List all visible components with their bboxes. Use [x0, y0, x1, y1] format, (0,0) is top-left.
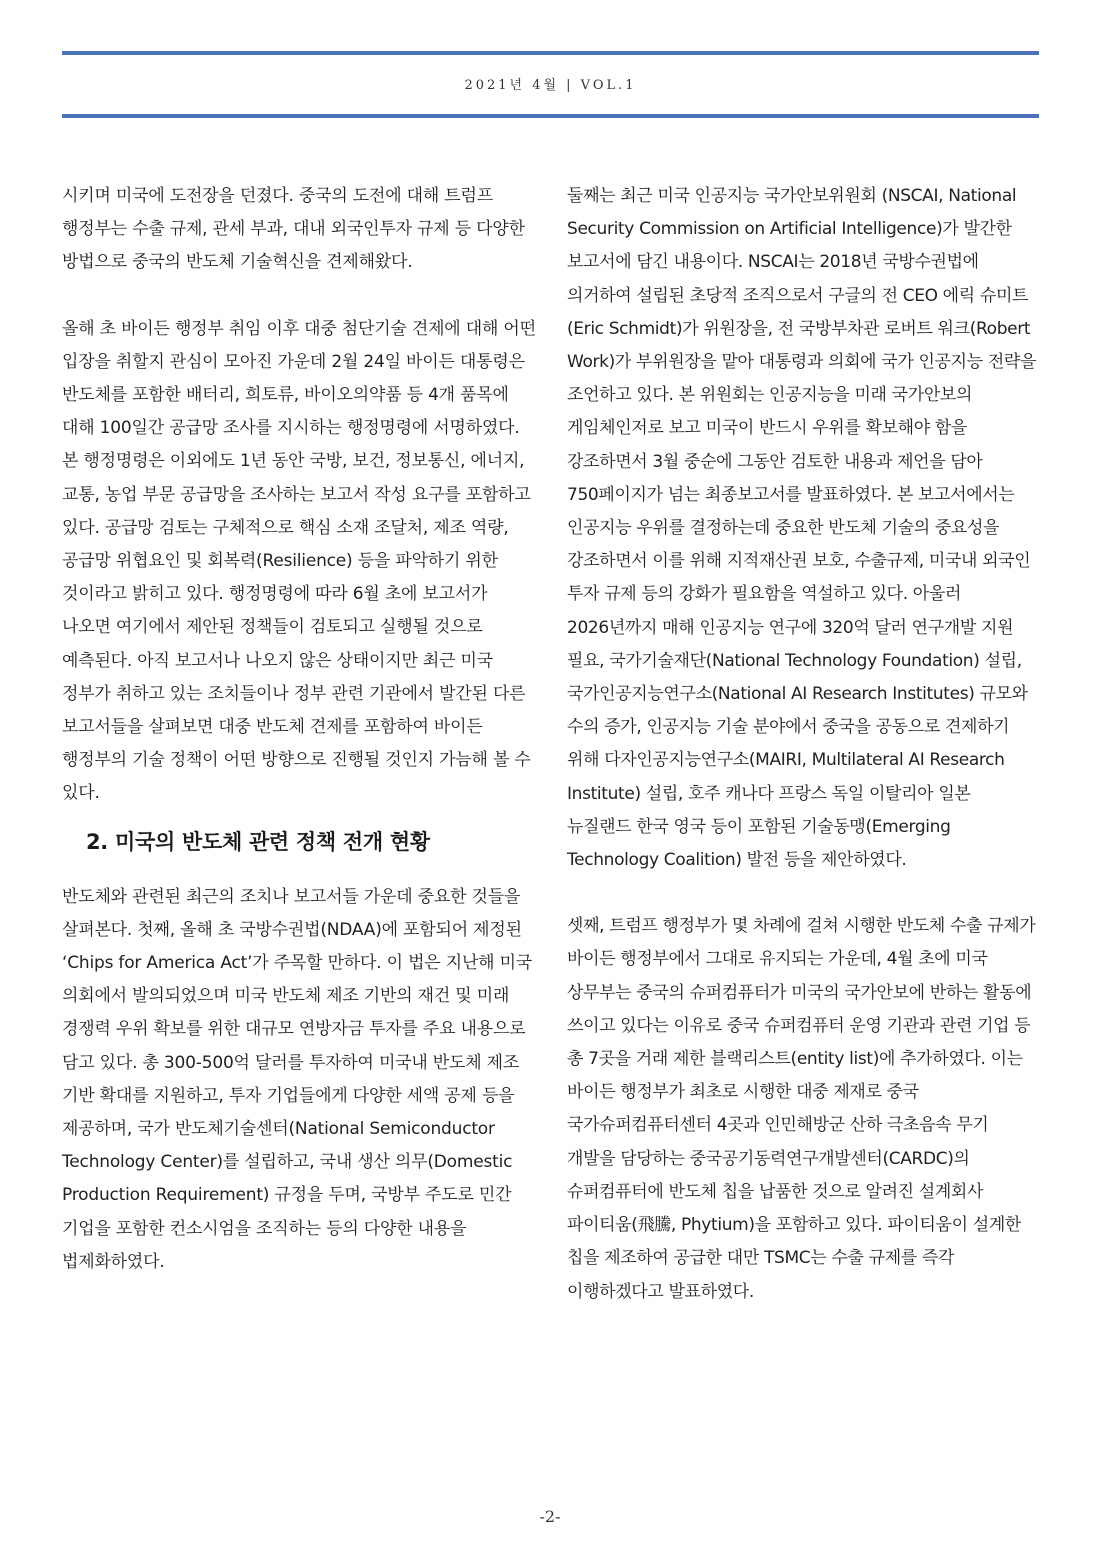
left-paragraph-3: 반도체와 관련된 최근의 조치나 보고서들 가운데 중요한 것들을 살펴본다. 첫째, 올해 초 국방수권법(NDAA)에 포함되어 제정된 ‘Chips for America Act’가 주목할 만하다. 이 법은 지난해 미국 의회에서 발의되었으며 미국 반도체 제조 기반의 재건 및 미래 경쟁력 우위 확보를 위한 대규모 연방자금 투자를 주요 내용으로 담고 있다. 총 300-500억 달러를 투자하여 미국내 반도체 제조 기반 확대를 지원하고, 투자 기업들에게 다양한 세액 공제 등을 제공하며, 국가 반도체기술센터(National Semiconductor Technology Center)를 설립하고, 국내 생산 의무(Domestic Production Requirement) 규정을 두며, 국방부 주도로 민간 기업을 포함한 컨소시엄을 조직하는 등의 다양한 내용을 법제화하였다. [62, 886, 533, 1272]
right-paragraph-2: 셋째, 트럼프 행정부가 몇 차례에 걸쳐 시행한 반도체 수출 규제가 바이든 행정부에서 그대로 유지되는 가운데, 4월 초에 미국 상무부는 중국의 슈퍼컴퓨터가 미국의 국가안보에 반하는 활동에 쓰이고 있다는 이유로 중국 슈퍼컴퓨터 운영 기관과 관련 기업 등 총 7곳을 거래 제한 블랙리스트(entity list)에 추가하였다. 이는 바이든 행정부가 최초로 시행한 대중 제재로 중국 국가슈퍼컴퓨터센터 4곳과 인민해방군 산하 극초음속 무기 개발을 담당하는 중국공기동력연구개발센터(CARDC)의 슈퍼컴퓨터에 반도체 칩을 납품한 것으로 알려진 설계회사 파이티움(飛騰, Phytium)을 포함하고 있다. 파이티움이 설계한 칩을 제조하여 공급한 대만 TSMC는 수출 규제를 즉각 이행하겠다고 발표하였다. [567, 916, 1036, 1302]
issue-header: 2021년 4월 | VOL.1 [464, 78, 637, 93]
header-top-rule [62, 51, 1039, 55]
left-paragraph-2: 올해 초 바이든 행정부 취임 이후 대중 첨단기술 견제에 대해 어떤 입장을 취할지 관심이 모아진 가운데 2월 24일 바이든 대통령은 반도체를 포함한 배터리, 희토류, 바이오의약품 등 4개 품목에 대해 100일간 공급망 조사를 지시하는 행정명령에 서명하였다. 본 행정명령은 이외에도 1년 동안 국방, 보건, 정보통신, 에너지, 교통, 농업 부문 공급망을 조사하는 보고서 작성 요구를 포함하고 있다. 공급망 검토는 구체적으로 핵심 소재 조달처, 제조 역량, 공급망 위협요인 및 회복력(Resilience) 등을 파악하기 위한 것이라고 밝히고 있다. 행정명령에 따라 6월 초에 보고서가 나오면 여기에서 제안된 정책들이 검토되고 실행될 것으로 예측된다. 아직 보고서나 나오지 않은 상태이지만 최근 미국 정부가 취하고 있는 조치들이나 정부 관련 기관에서 발간된 다른 보고서들을 살펴보면 대중 반도체 견제를 포함하여 바이든 행정부의 기술 정책이 어떤 방향으로 진행될 것인지 가늠해 볼 수 있다. [62, 318, 536, 804]
left-column [62, 180, 538, 1279]
page-number: -2- [539, 1507, 561, 1526]
right-column [567, 180, 1039, 1309]
left-paragraph-1: 시키며 미국에 도전장을 던졌다. 중국의 도전에 대해 트럼프 행정부는 수출 규제, 관세 부과, 대내 외국인투자 규제 등 다양한 방법으로 중국의 반도체 기술혁신을 견제해왔다. [62, 186, 525, 273]
right-paragraph-1: 둘째는 최근 미국 인공지능 국가안보위원회 (NSCAI, National Security Commission on Artificial Intelligence)가 발간한 보고서에 담긴 내용이다. NSCAI는 2018년 국방수권법에 의거하여 설립된 초당적 조직으로서 구글의 전 CEO 에릭 슈미트(Eric Schmidt)가 위원장을, 전 국방부차관 로버트 워크(Robert Work)가 부위원장을 맡아 대통령과 의회에 국가 인공지능 전략을 조언하고 있다. 본 위원회는 인공지능을 미래 국가안보의 게임체인저로 보고 미국이 반드시 우위를 확보해야 함을 강조하면서 3월 중순에 그동안 검토한 내용과 제언을 담아 750페이지가 넘는 최종보고서를 발표하였다. 본 보고서에서는 인공지능 우위를 결정하는데 중요한 반도체 기술의 중요성을 강조하면서 이를 위해 지적재산권 보호, 수출규제, 미국내 외국인 투자 규제 등의 강화가 필요함을 역설하고 있다. 아울러 2026년까지 매해 인공지능 연구에 320억 달러 연구개발 지원 필요, 국가기술재단(National Technology Foundation) 설립, 국가인공지능연구소(National AI Research Institutes) 규모와 수의 증가, 인공지능 기술 분야에서 중국을 공동으로 견제하기 위해 다자인공지능연구소(MAIRI, Multilateral AI Research Institute) 설립, 호주 캐나다 프랑스 독일 이탈리아 일본 뉴질랜드 한국 영국 등이 포함된 기술동맹(Emerging Technology Coalition) 발전 등을 제안하였다. [567, 186, 1037, 871]
section-title: 2. 미국의 반도체 관련 정책 전개 현황 [86, 829, 430, 854]
header-bottom-rule [62, 114, 1039, 118]
